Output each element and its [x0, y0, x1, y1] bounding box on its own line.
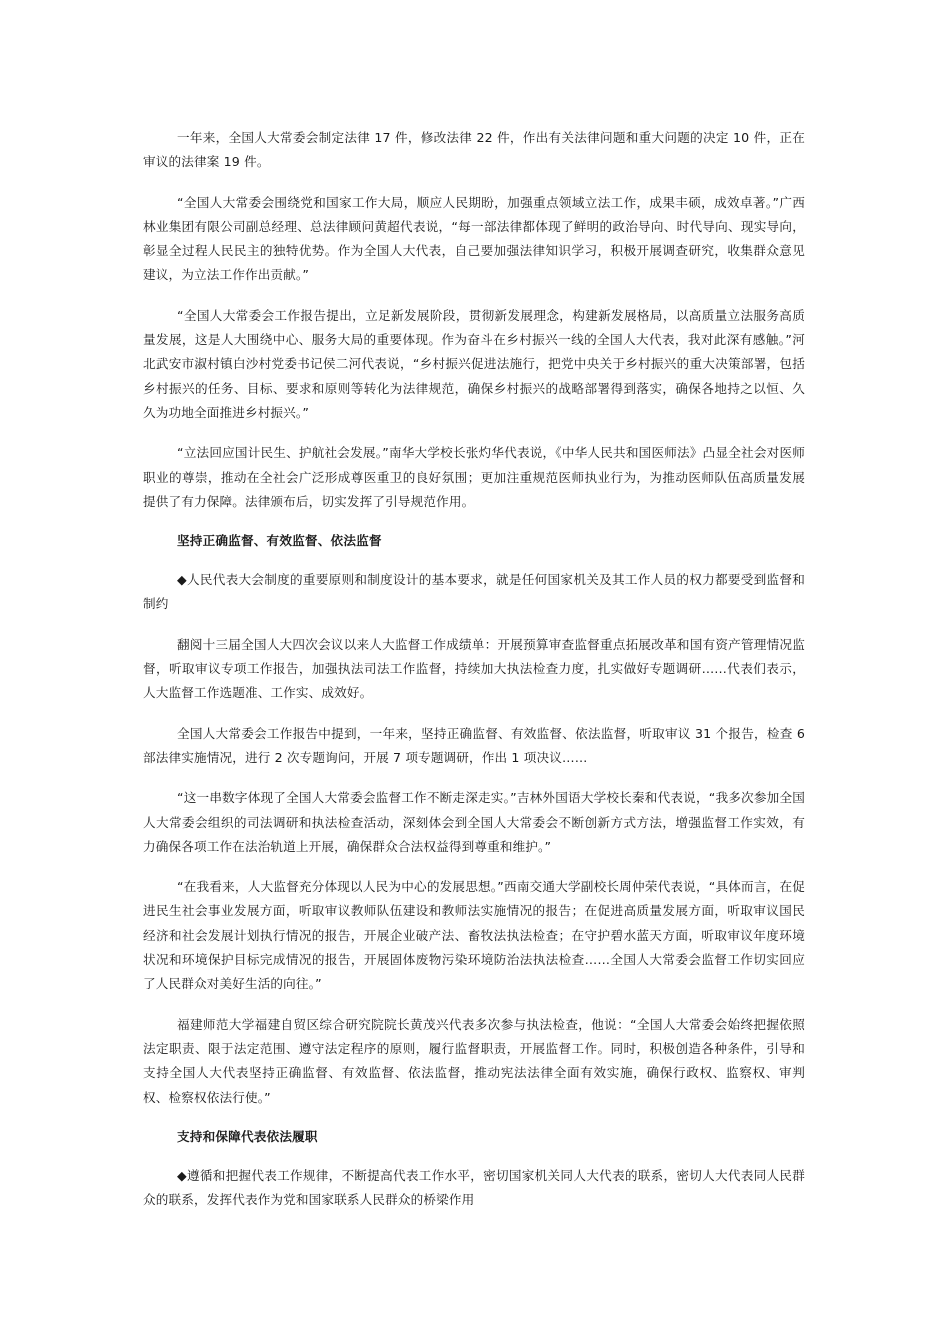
paragraph-hou-erhe-quote: “全国人大常委会工作报告提出，立足新发展阶段，贯彻新发展理念，构建新发展格局，以高质量立法服务高质量发展，这是人大围绕中心、服务大局的重要体现。作为奋斗在乡村振兴一线的全国人大代表，我对此深有感触。”河北武安市淑村镇白沙村党委书记侯二河代表说，“乡村振兴促进法施行，把党中央关于乡村振兴的重大决策部署，包括乡村振兴的任务、目标、要求和原则等转化为法律规范，确保乡村振兴的战略部署得到落实，确保各地持之以恒、久久为功地全面推进乡村振兴。” [143, 307, 805, 420]
paragraph-zhang-zhuohua-quote: “立法回应国计民生、护航社会发展。”南华大学校长张灼华代表说，《中华人民共和国医师法》凸显全社会对医师职业的尊崇，推动在全社会广泛形成尊医重卫的良好氛围；更加注重规范医师执业行为，为推动医师队伍高质量发展提供了有力保障。法律颁布后，切实发挥了引导规范作用。 [143, 445, 805, 509]
section-heading-supervision: 坚持正确监督、有效监督、依法监督 [177, 533, 382, 549]
paragraph-huang-chao-quote: “全国人大常委会围绕党和国家工作大局，顺应人民期盼，加强重点领域立法工作，成果丰硕，成效卓著。”广西林业集团有限公司副总经理、总法律顾问黄超代表说，“每一部法律都体现了鲜明的政治导向、时代导向、现实导向，彰显全过程人民民主的独特优势。作为全国人大代表，自己要加强法律知识学习，积极开展调查研究，收集群众意见建议，为立法工作作出贡献。” [143, 194, 805, 283]
article-body [143, 126, 805, 1228]
section-summary-supervision: ◆人民代表大会制度的重要原则和制度设计的基本要求，就是任何国家机关及其工作人员的权力都要受到监督和制约 [143, 572, 805, 612]
section-heading-deputies: 支持和保障代表依法履职 [177, 1128, 318, 1144]
paragraph-qin-he-quote: “这一串数字体现了全国人大常委会监督工作不断走深走实。”吉林外国语大学校长秦和代表说，“我多次参加全国人大常委会组织的司法调研和执法检查活动，深刻体会到全国人大常委会不断创新方式方法，增强监督工作实效，有力确保各项工作在法治轨道上开展，确保群众合法权益得到尊重和维护。” [143, 790, 805, 854]
paragraph-huang-maoxing-quote: 福建师范大学福建自贸区综合研究院院长黄茂兴代表多次参与执法检查，他说：“全国人大常委会始终把握依照法定职责、限于法定范围、遵守法定程序的原则，履行监督职责，开展监督工作。同时，积极创造各种条件，引导和支持全国人大代表坚持正确监督、有效监督、依法监督，推动宪法法律全面有效实施，确保行政权、监察权、审判权、检察权依法行使。” [143, 1016, 805, 1105]
section-summary-deputies: ◆遵循和把握代表工作规律，不断提高代表工作水平，密切国家机关同人大代表的联系，密切人大代表同人民群众的联系，发挥代表作为党和国家联系人民群众的桥梁作用 [143, 1167, 805, 1208]
paragraph-supervision-record: 翻阅十三届全国人大四次会议以来人大监督工作成绩单：开展预算审查监督重点拓展改革和国有资产管理情况监督，听取审议专项工作报告，加强执法司法工作监督，持续加大执法检查力度，扎实做好专题调研……代表们表示，人大监督工作选题准、工作实、成效好。 [143, 636, 805, 701]
paragraph-lawmaking-stats: 一年来，全国人大常委会制定法律 17 件，修改法律 22 件，作出有关法律问题和重大问题的决定 10 件，正在审议的法律案 19 件。 [143, 130, 805, 170]
paragraph-zhou-zhongrong-quote: “在我看来，人大监督充分体现以人民为中心的发展思想。”西南交通大学副校长周仲荣代表说，“具体而言，在促进民生社会事业发展方面，听取审议教师队伍建设和教师法实施情况的报告；在促进高质量发展方面，听取审议国民经济和社会发展计划执行情况的报告，开展企业破产法、畜牧法执法检查；在守护碧水蓝天方面，听取审议年度环境状况和环境保护目标完成情况的报告，开展固体废物污染环境防治法执法检查……全国人大常委会监督工作切实回应了人民群众对美好生活的向往。” [143, 879, 805, 992]
paragraph-supervision-stats: 全国人大常委会工作报告中提到，一年来，坚持正确监督、有效监督、依法监督，听取审议 31 个报告，检查 6 部法律实施情况，进行 2 次专题询问，开展 7 项专题调研，作出 1 项决议…… [143, 725, 805, 765]
